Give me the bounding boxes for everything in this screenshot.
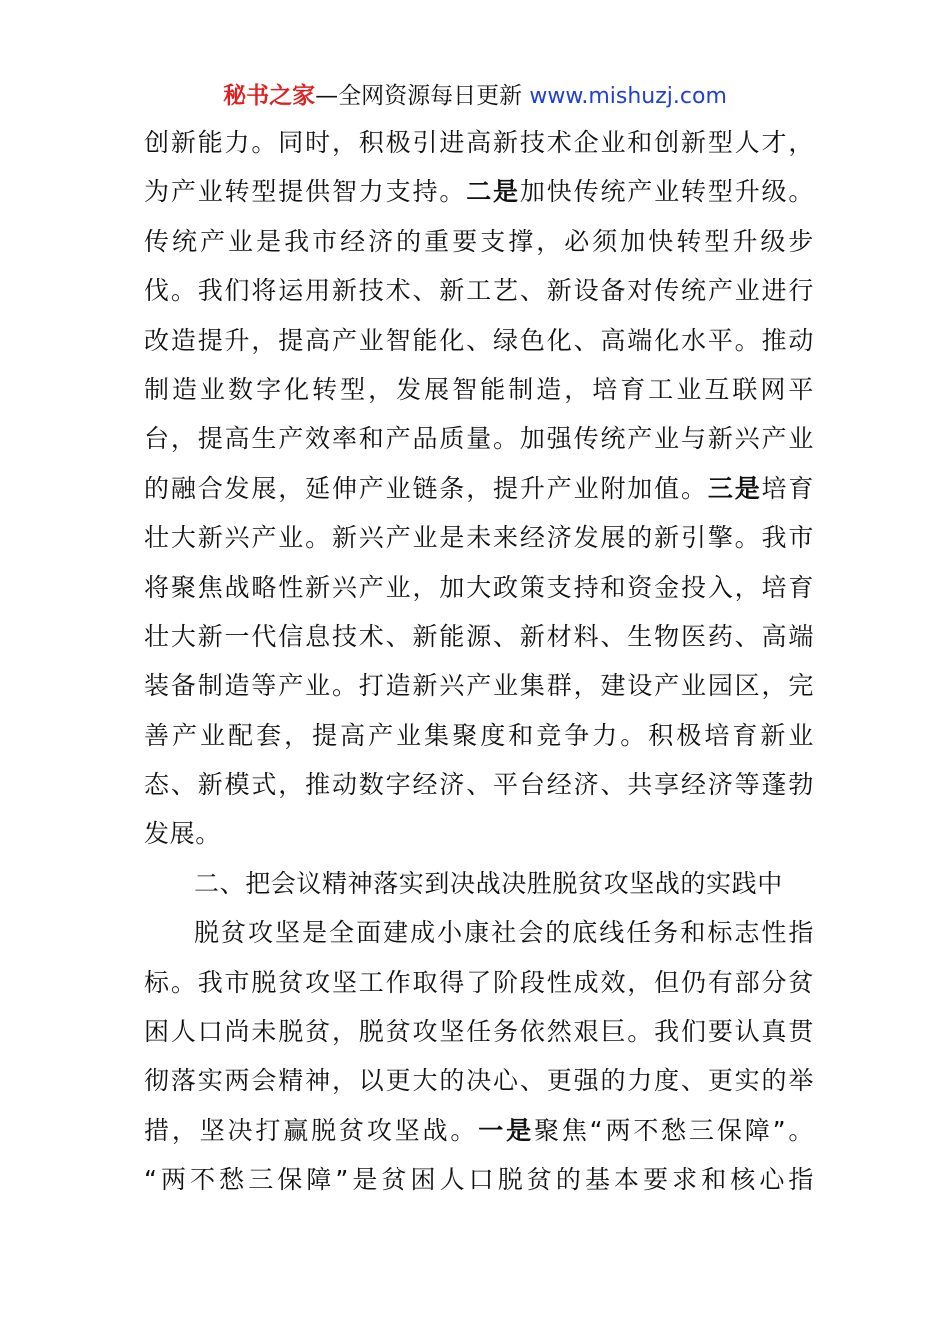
line-text: 的融合发展，延伸产业链条，提升产业附加值。 — [144, 473, 708, 503]
line-text: 态、新模式，推动数字经济、平台经济、共享经济等蓬勃 — [144, 770, 814, 800]
text-line — [144, 414, 814, 463]
line-text: 培育 — [761, 473, 814, 503]
text-line — [144, 464, 814, 513]
text-line — [144, 365, 814, 414]
text-line — [144, 1056, 814, 1105]
brand-name: 秘书之家 — [223, 83, 316, 109]
line-text: 台，提高生产效率和产品质量。加强传统产业与新兴产业 — [144, 424, 814, 454]
line-text: 脱贫攻坚是全面建成小康社会的底线任务和标志性指 — [194, 918, 814, 948]
line-text: 善产业配套，提高产业集聚度和竞争力。积极培育新业 — [144, 720, 814, 750]
text-line — [144, 118, 814, 167]
text-line — [144, 612, 814, 661]
text-line — [144, 217, 814, 266]
text-line — [144, 563, 814, 612]
line-text: 困人口尚未脱贫，脱贫攻坚任务依然艰巨。我们要认真贯 — [144, 1017, 814, 1047]
line-text: 装备制造等产业。打造新兴产业集群，建设产业园区，完 — [144, 671, 814, 701]
document-body — [144, 118, 814, 1205]
text-line — [144, 266, 814, 315]
line-text: 发展。 — [144, 819, 221, 849]
emphasis-text: 二是 — [466, 177, 520, 207]
text-line — [144, 958, 814, 1007]
text-line — [144, 908, 814, 957]
section-heading — [144, 859, 814, 908]
line-text: 将聚焦战略性新兴产业，加大政策支持和资金投入，培育 — [144, 572, 814, 602]
emphasis-text: 三是 — [707, 473, 762, 503]
site-url-link[interactable]: www.mishuzj.com — [529, 84, 727, 109]
line-text: 创新能力。同时，积极引进高新技术企业和创新型人才， — [144, 128, 814, 157]
line-text: 制造业数字化转型，发展智能制造，培育工业互联网平 — [144, 374, 814, 404]
text-line — [144, 1155, 814, 1204]
text-line — [144, 711, 814, 760]
line-text: 措，坚决打赢脱贫攻坚战。 — [144, 1115, 479, 1145]
text-line — [144, 809, 814, 858]
line-text: “两不愁三保障”是贫困人口脱贫的基本要求和核心指 — [144, 1165, 814, 1195]
text-line — [144, 760, 814, 809]
line-text: 壮大新一代信息技术、新能源、新材料、生物医药、高端 — [144, 621, 814, 651]
line-text: 二、把会议精神落实到决战决胜脱贫攻坚战的实践中 — [194, 868, 783, 898]
text-line — [144, 1007, 814, 1056]
line-text: 壮大新兴产业。新兴产业是未来经济发展的新引擎。我市 — [144, 523, 814, 553]
line-text: 伐。我们将运用新技术、新工艺、新设备对传统产业进行 — [144, 276, 814, 306]
text-line — [144, 316, 814, 365]
text-line — [144, 513, 814, 562]
line-text: 聚焦“两不愁三保障”。 — [533, 1115, 815, 1145]
line-text: 传统产业是我市经济的重要支撑，必须加快转型升级步 — [144, 226, 814, 256]
line-text: 彻落实两会精神，以更大的决心、更强的力度、更实的举 — [144, 1066, 814, 1096]
text-line — [144, 167, 814, 216]
site-header — [0, 80, 950, 113]
line-text: 改造提升，提高产业智能化、绿色化、高端化水平。推动 — [144, 325, 814, 355]
line-text: 标。我市脱贫攻坚工作取得了阶段性成效，但仍有部分贫 — [144, 967, 814, 997]
line-text: 为产业转型提供智力支持。 — [144, 177, 467, 207]
emphasis-text: 一是 — [478, 1115, 534, 1145]
text-line — [144, 661, 814, 710]
line-text: 加快传统产业转型升级。 — [519, 177, 815, 207]
header-tagline: —全网资源每日更新 — [315, 83, 530, 109]
text-line — [144, 1106, 814, 1155]
